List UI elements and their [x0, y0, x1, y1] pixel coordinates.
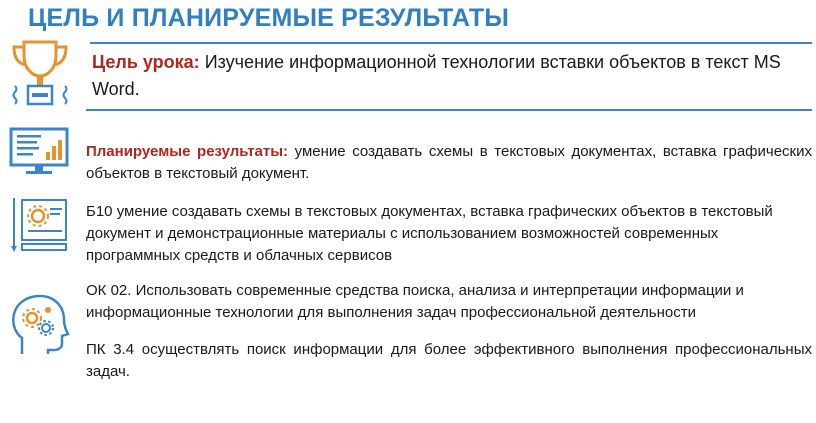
lesson-goal-text: Изучение информационной технологии вставки объектов в текст MS Word. [92, 52, 781, 99]
title-divider [90, 42, 812, 44]
lesson-goal-label: Цель урока: [92, 52, 200, 72]
lesson-goal [92, 49, 802, 103]
lesson-goal-box [86, 45, 812, 111]
page-title: ЦЕЛЬ И ПЛАНИРУЕМЫЕ РЕЗУЛЬТАТЫ [28, 4, 510, 32]
trophy-icon [6, 38, 74, 110]
ok02-competence: ОК 02. Использовать современные средства поиска, анализа и интерпретации информации и информационные технологии для выполнения задач профессиональной деятельности [86, 282, 744, 321]
b10-result: Б10 умение создавать схемы в текстовых документах, вставка графических объектов в текстовый документ и демонстрационные материалы с использованием возможностей современных программных средств и облачных сервисов [86, 203, 773, 264]
pk34-competence: ПК 3.4 осуществлять поиск информации для более эффективного выполнения профессиональных задач. [86, 341, 812, 380]
planned-results-label: Планируемые результаты: [86, 143, 289, 160]
head-gear-icon [8, 292, 70, 358]
document-gear-icon [8, 196, 70, 254]
planned-results-text: умение создавать схемы в текстовых документах, вставка графических объектов в текстовый документ. [86, 143, 812, 182]
planned-results [86, 141, 812, 185]
monitor-chart-icon [8, 126, 70, 176]
